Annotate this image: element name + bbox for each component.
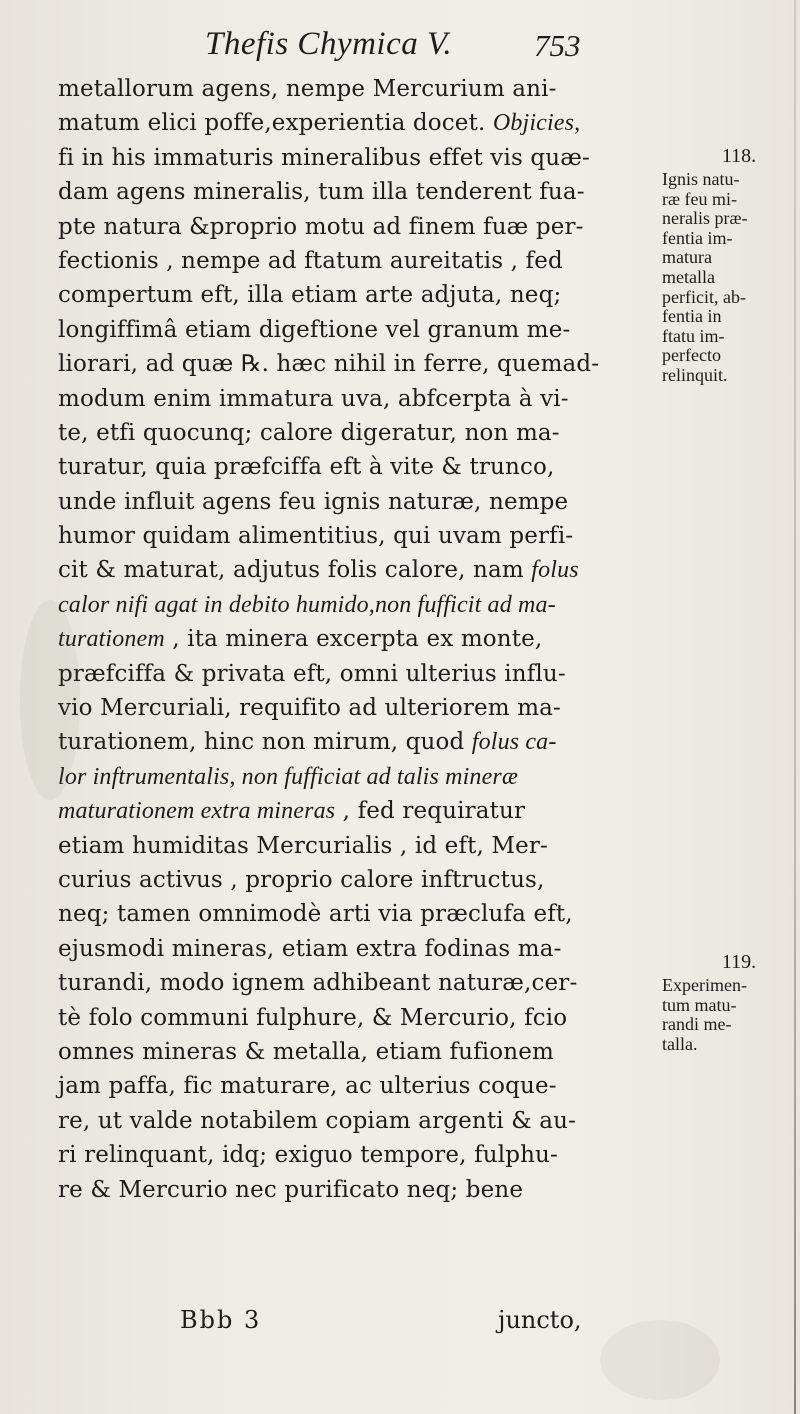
text-segment: , fed requiratur bbox=[335, 798, 526, 825]
margin-note-line: metalla bbox=[662, 266, 715, 287]
margin-note-line: fentia in bbox=[662, 306, 722, 327]
text-segment: curius activus , proprio calore inftructus, bbox=[58, 866, 545, 893]
italic-text-segment: Objicies, bbox=[492, 110, 581, 137]
text-segment: te, etfi quocunq; calore digeratur, non ma- bbox=[58, 419, 560, 446]
text-segment: turationem, hinc non mirum, quod bbox=[58, 729, 472, 756]
text-line bbox=[58, 657, 658, 691]
text-line bbox=[58, 1035, 658, 1069]
text-segment: fectionis , nempe ad ftatum aureitatis , fed bbox=[58, 247, 563, 274]
margin-note-line: Experimen- bbox=[662, 975, 747, 995]
text-segment: modum enim immatura uva, abfcerpta à vi- bbox=[58, 385, 569, 412]
text-segment: fi in his immaturis mineralibus effet vis quæ- bbox=[58, 144, 590, 171]
text-segment: jam paffa, fic maturare, ac ulterius coque- bbox=[58, 1073, 557, 1100]
main-text-column bbox=[58, 72, 658, 1207]
page-number: 753 bbox=[534, 28, 581, 63]
italic-text-segment: lor inftrumentalis, non fufficiat ad talis mineræ bbox=[58, 763, 519, 790]
margin-note-line: Ignis natu- bbox=[662, 169, 740, 189]
text-line bbox=[58, 210, 658, 244]
text-line bbox=[58, 382, 658, 416]
text-line bbox=[58, 588, 658, 622]
margin-note-line: tum matu- bbox=[662, 994, 737, 1015]
text-line bbox=[58, 175, 658, 209]
text-line bbox=[58, 278, 658, 312]
text-segment: turatur, quia præfciffa eft à vite & trunco, bbox=[58, 454, 555, 481]
margin-note-line: neralis præ- bbox=[662, 208, 748, 229]
text-segment: tè folo communi fulphure, & Mercurio, fcio bbox=[58, 1004, 568, 1031]
text-line bbox=[58, 416, 658, 450]
text-segment: etiam humiditas Mercurialis , id eft, Mer- bbox=[58, 832, 548, 859]
italic-text-segment: turationem bbox=[58, 626, 165, 653]
text-line bbox=[58, 1104, 658, 1138]
text-segment: matum elici poffe,experientia docet. bbox=[58, 110, 493, 137]
margin-note-line: relinquit. bbox=[662, 364, 728, 385]
margin-note-line: perfecto bbox=[662, 345, 721, 366]
text-segment: humor quidam alimentitius, qui uvam perfi- bbox=[58, 523, 574, 550]
text-segment: cit & maturat, adjutus folis calore, nam bbox=[58, 557, 532, 584]
margin-note-line: talla. bbox=[662, 1033, 698, 1054]
text-segment: ri relinquant, idq; exiguo tempore, fulphu- bbox=[58, 1142, 558, 1169]
text-line bbox=[58, 1138, 658, 1172]
text-line bbox=[58, 72, 658, 106]
margin-note-line: ftatu im- bbox=[662, 325, 725, 346]
text-line bbox=[58, 794, 658, 828]
text-line bbox=[58, 106, 658, 140]
margin-note-number: 119. bbox=[721, 951, 757, 973]
margin-note-119 bbox=[662, 948, 782, 1054]
text-line bbox=[58, 485, 658, 519]
text-line bbox=[58, 244, 658, 278]
text-segment: præfciffa & privata eft, omni ulterius influ- bbox=[58, 660, 566, 687]
italic-text-segment: folus ca- bbox=[471, 729, 557, 756]
text-line bbox=[58, 829, 658, 863]
text-line bbox=[58, 863, 658, 897]
text-segment: unde influit agens feu ignis naturæ, nempe bbox=[58, 488, 569, 515]
text-line bbox=[58, 1069, 658, 1103]
text-line bbox=[58, 622, 658, 656]
text-segment: liorari, ad quæ ℞. hæc nihil in ferre, quemad- bbox=[58, 351, 600, 378]
italic-text-segment: maturationem extra mineras bbox=[58, 798, 336, 825]
page-edge bbox=[794, 0, 796, 1414]
text-segment: pte natura &proprio motu ad finem fuæ per- bbox=[58, 213, 584, 240]
text-segment: ejusmodi mineras, etiam extra fodinas ma- bbox=[58, 935, 562, 962]
text-line bbox=[58, 1173, 658, 1207]
text-segment: turandi, modo ignem adhibeant naturæ,cer- bbox=[58, 970, 578, 997]
margin-note-line: ræ feu mi- bbox=[662, 188, 737, 209]
paper-stain bbox=[20, 600, 80, 800]
text-segment: dam agens mineralis, tum illa tenderent fua- bbox=[58, 179, 585, 206]
margin-note-number: 118. bbox=[721, 145, 757, 167]
margin-note-118 bbox=[662, 142, 782, 386]
text-line bbox=[58, 450, 658, 484]
text-line bbox=[58, 691, 658, 725]
text-segment: vio Mercuriali, requifito ad ulteriorem ma- bbox=[58, 695, 561, 722]
text-line bbox=[58, 347, 658, 381]
text-segment: re & Mercurio nec purificato neq; bene bbox=[58, 1176, 524, 1203]
text-segment: re, ut valde notabilem copiam argenti & au- bbox=[58, 1107, 577, 1134]
margin-note-line: perficit, ab- bbox=[662, 286, 746, 307]
running-title: Thefis Chymica V. bbox=[205, 26, 453, 62]
italic-text-segment: calor nifi agat in debito humido,non fufficit ad ma- bbox=[58, 591, 556, 618]
margin-note-line: matura bbox=[662, 247, 712, 268]
text-segment: , ita minera excerpta ex monte, bbox=[164, 626, 543, 653]
italic-text-segment: folus bbox=[531, 557, 579, 584]
paper-stain bbox=[600, 1320, 720, 1400]
text-line bbox=[58, 897, 658, 931]
text-segment: longiffimâ etiam digeftione vel granum me- bbox=[58, 316, 571, 343]
text-line bbox=[58, 725, 658, 759]
text-line bbox=[58, 760, 658, 794]
signature-mark: Bbb 3 bbox=[180, 1306, 262, 1334]
text-segment: neq; tamen omnimodè arti via præclufa eft, bbox=[58, 901, 573, 928]
text-line bbox=[58, 966, 658, 1000]
text-segment: omnes mineras & metalla, etiam fufionem bbox=[58, 1038, 554, 1065]
text-line bbox=[58, 932, 658, 966]
text-line bbox=[58, 1001, 658, 1035]
text-segment: metallorum agens, nempe Mercurium ani- bbox=[58, 76, 557, 102]
text-line bbox=[58, 519, 658, 553]
marginal-notes bbox=[662, 0, 782, 1414]
text-line bbox=[58, 313, 658, 347]
text-line bbox=[58, 553, 658, 587]
catchword: juncto, bbox=[498, 1306, 582, 1334]
margin-note-line: fentia im- bbox=[662, 227, 733, 248]
text-segment: compertum eft, illa etiam arte adjuta, neq; bbox=[58, 282, 562, 309]
text-line bbox=[58, 141, 658, 175]
margin-note-line: randi me- bbox=[662, 1014, 732, 1035]
